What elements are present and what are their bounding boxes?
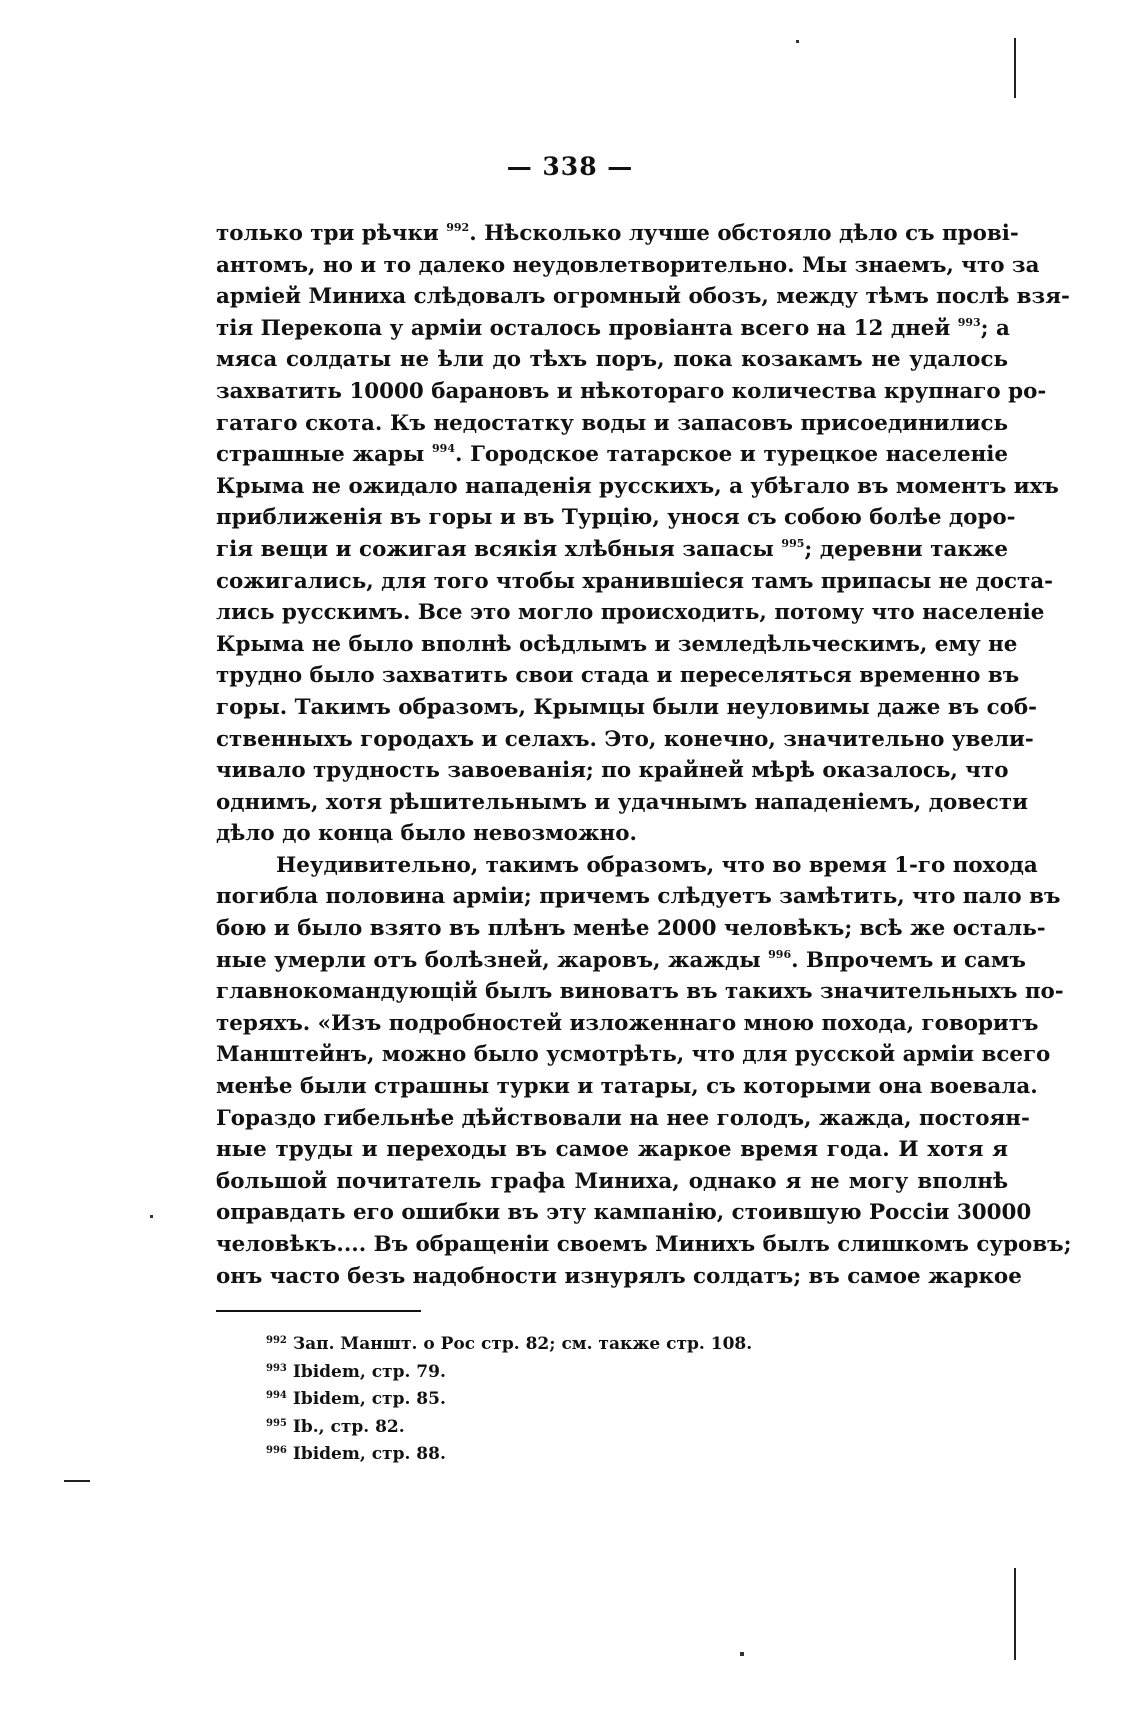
footnote-text: Ibidem, стр. 79.	[292, 1361, 446, 1382]
footnote-text: Ibidem, стр. 88.	[292, 1444, 446, 1464]
line-text: ные труды и переходы въ самое жаркое время года. И хотя я	[216, 1137, 1008, 1163]
line-text: погибла половина арміи; причемъ слѣдуетъ замѣтить, что пало въ	[216, 884, 1061, 910]
scan-edge-mark-top	[1014, 38, 1016, 98]
scan-speck	[796, 40, 799, 43]
footnote	[266, 1441, 966, 1469]
text-line	[216, 1039, 1051, 1071]
scan-edge-mark-bottom	[1014, 1568, 1016, 1660]
line-text: тія Перекопа у арміи осталось провіанта всего на 12 дней	[216, 315, 958, 341]
text-line	[216, 471, 1059, 503]
line-text: . Нѣсколько лучше обстояло дѣло съ прові-	[469, 221, 1019, 246]
footnote-number: 993	[266, 1362, 287, 1374]
text-line	[216, 1008, 1039, 1040]
line-text: . Городское татарское и турецкое населеніе	[455, 442, 1009, 468]
text-line	[216, 1197, 1032, 1229]
page-number: — 338 —	[506, 152, 634, 181]
line-text: страшные жары	[216, 442, 433, 468]
scan-speck	[150, 1215, 153, 1218]
text-line	[216, 408, 1008, 440]
text-line	[216, 1134, 1008, 1166]
text-line	[216, 692, 1038, 724]
text-line	[216, 755, 1008, 787]
paragraph-2	[216, 850, 1072, 1292]
scan-dash-left	[64, 1480, 90, 1482]
line-text: дѣло до конца было невозможно.	[216, 821, 637, 847]
text-line	[216, 439, 1008, 471]
line-text: Крыма не ожидало нападенія русскихъ, а убѣгало въ моментъ ихъ	[216, 473, 1059, 499]
text-line	[216, 787, 1028, 819]
line-text: мяса солдаты не ѣли до тѣхъ поръ, пока козакамъ не удалось	[216, 347, 1008, 373]
text-line	[216, 281, 1070, 313]
text-line	[216, 660, 1020, 692]
text-line	[216, 313, 1008, 345]
text-line	[216, 376, 1047, 408]
line-text: Крыма не было вполнѣ осѣдлымъ и земледѣльческимъ, ему не	[216, 631, 1018, 657]
footnote-separator	[216, 1310, 421, 1312]
scan-speck	[740, 1652, 744, 1656]
footnote-ref[interactable]: 992	[446, 221, 470, 234]
footnote-number: 996	[266, 1445, 287, 1456]
text-line	[216, 344, 1008, 376]
text-line	[216, 818, 1008, 850]
text-line	[216, 1103, 1030, 1135]
line-text: ные умерли отъ болѣзней, жаровъ, жажды	[216, 947, 769, 973]
text-line	[216, 724, 1034, 756]
line-text: Манштейнъ, можно было усмотрѣть, что для русской арміи всего	[216, 1042, 1051, 1068]
footnote-number: 992	[266, 1335, 287, 1346]
text-line	[216, 566, 1054, 598]
text-line	[216, 1229, 1072, 1261]
footnote-number: 995	[266, 1417, 287, 1429]
text-line	[216, 881, 1061, 913]
line-text: только три рѣчки	[216, 221, 447, 246]
line-text: гія вещи и сожигая всякія хлѣбныя запасы	[216, 536, 782, 562]
line-text: бою и было взято въ плѣнъ менѣе 2000 человѣкъ; всѣ же осталь-	[216, 916, 1046, 942]
footnote-ref[interactable]: 995	[781, 536, 805, 550]
text-line	[216, 218, 1019, 250]
line-text: ственныхъ городахъ и селахъ. Это, конечно, значительно увели-	[216, 726, 1034, 752]
footnote	[266, 1386, 966, 1414]
line-text: Неудивительно, такимъ образомъ, что во время 1-го похода	[276, 852, 1038, 878]
line-text: теряхъ. «Изъ подробностей изложеннаго мною похода, говоритъ	[216, 1010, 1039, 1036]
footnotes	[266, 1331, 966, 1469]
footnote-ref[interactable]: 994	[432, 442, 455, 456]
footnote	[266, 1331, 966, 1359]
line-text: главнокомандующій былъ виноватъ въ такихъ значительныхъ по-	[216, 979, 1064, 1005]
line-text: захватить 10000 барановъ и нѣкотораго количества крупнаго ро-	[216, 378, 1047, 404]
line-text: Гораздо гибельнѣе дѣйствовали на нее голодъ, жажда, постоян-	[216, 1105, 1030, 1131]
footnote-ref[interactable]: 993	[957, 315, 981, 329]
line-text: сожигались, для того чтобы хранившіеся тамъ припасы не доста-	[216, 568, 1054, 594]
text-line	[216, 250, 1040, 282]
text-line	[216, 534, 1008, 566]
line-text: . Впрочемъ и самъ	[791, 947, 1026, 973]
text-line	[216, 913, 1046, 945]
text-line	[216, 976, 1064, 1008]
footnote-text: Ibidem, стр. 85.	[292, 1389, 446, 1409]
line-text: антомъ, но и то далеко неудовлетворительно. Мы знаемъ, что за	[216, 252, 1040, 278]
text-line	[216, 1261, 1022, 1293]
line-text: горы. Такимъ образомъ, Крымцы были неуловимы даже въ соб-	[216, 694, 1038, 720]
line-text: онъ часто безъ надобности изнурялъ солдатъ; въ самое жаркое	[216, 1263, 1022, 1289]
line-text: гатаго скота. Къ недостатку воды и запасовъ присоединились	[216, 410, 1008, 436]
text-line	[216, 629, 1018, 661]
text-line	[216, 502, 1016, 534]
text-line	[216, 850, 1038, 882]
line-text: приближенія въ горы и въ Турцію, унося съ собою болѣе доро-	[216, 505, 1016, 531]
line-text: арміей Миниха слѣдовалъ огромный обозъ, между тѣмъ послѣ взя-	[216, 284, 1070, 310]
line-text: ; деревни также	[804, 536, 1008, 562]
footnote-text: Ib., стр. 82.	[292, 1416, 405, 1437]
text-line	[216, 1071, 1038, 1103]
footnote-text: Зап. Маншт. о Рос стр. 82; см. также стр. 108.	[292, 1334, 753, 1354]
line-text: лись русскимъ. Все это могло происходить, потому что населеніе	[216, 600, 1045, 626]
text-line	[216, 1166, 1008, 1198]
text-line	[216, 945, 1026, 977]
body-text	[216, 218, 1072, 1292]
footnote	[266, 1414, 966, 1442]
paragraph-1	[216, 218, 1070, 850]
line-text: большой почитатель графа Миниха, однако я не могу вполнѣ	[216, 1168, 1008, 1194]
line-text: оправдать его ошибки въ эту кампанію, стоившую Россіи 30000	[216, 1200, 1032, 1226]
line-text: менѣе были страшны турки и татары, съ которыми она воевала.	[216, 1074, 1038, 1100]
text-line	[216, 597, 1045, 629]
footnote	[266, 1359, 966, 1387]
line-text: трудно было захватить свои стада и переселяться временно въ	[216, 663, 1020, 689]
footnote-ref[interactable]: 996	[768, 947, 792, 961]
footnote-number: 994	[266, 1390, 287, 1401]
line-text: однимъ, хотя рѣшительнымъ и удачнымъ нападеніемъ, довести	[216, 789, 1028, 815]
line-text: ; а	[980, 315, 1010, 341]
line-text: человѣкъ.... Въ обращеніи своемъ Минихъ былъ слишкомъ суровъ;	[216, 1232, 1072, 1257]
line-text: чивало трудность завоеванія; по крайней мѣрѣ оказалось, что	[216, 758, 1009, 784]
